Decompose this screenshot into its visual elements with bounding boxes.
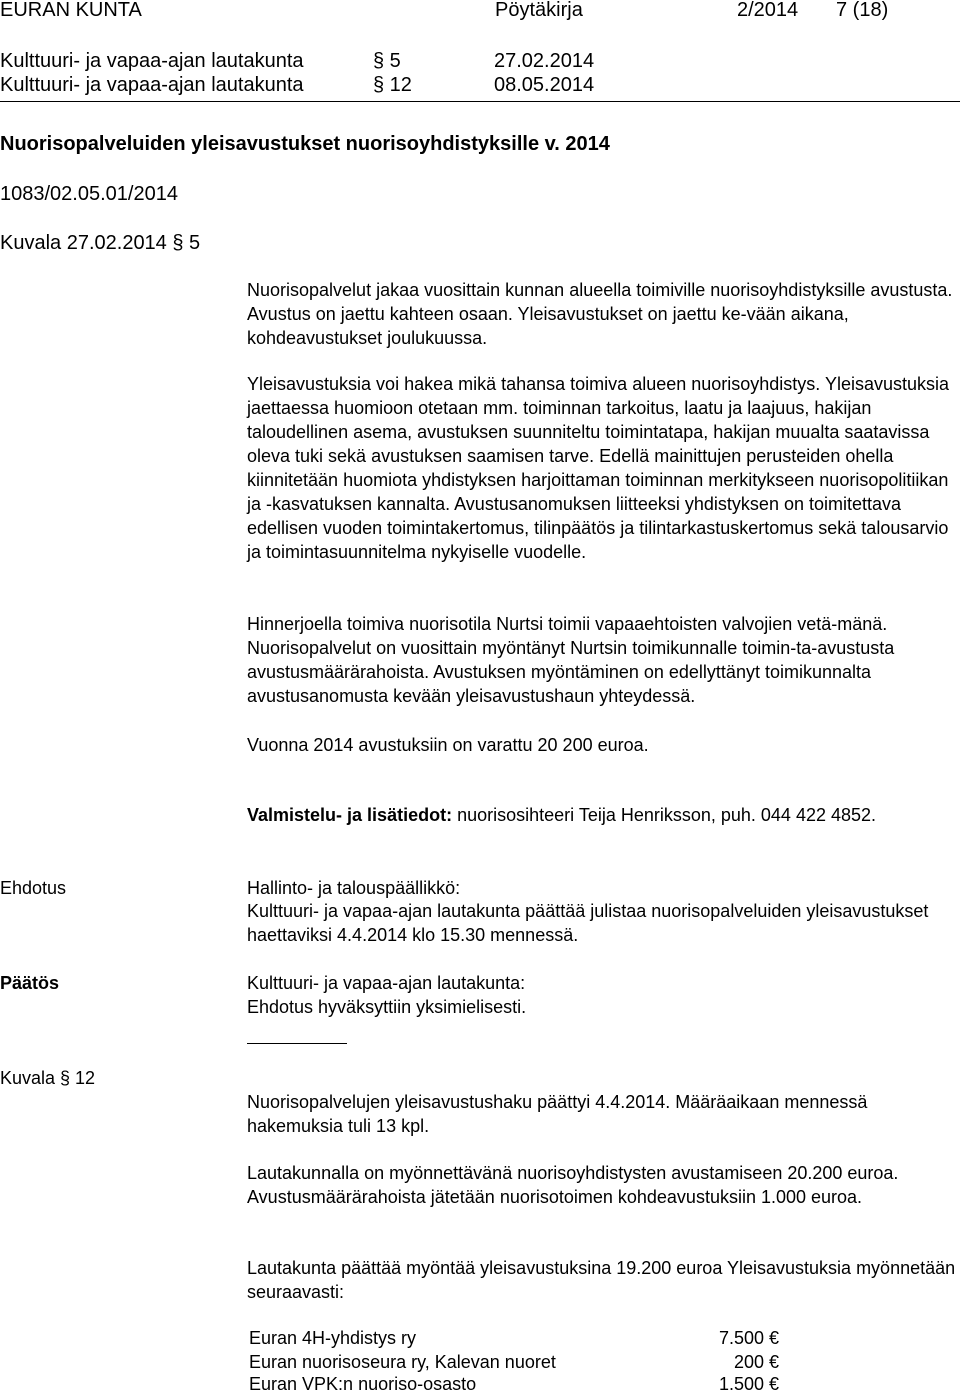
meeting-section: § 5 xyxy=(373,50,401,72)
header-divider xyxy=(0,101,960,102)
ehdotus-text: Kulttuuri- ja vapaa-ajan lautakunta päättää julistaa nuorisopalveluiden yleisavustukset haettaviksi 4.4.2014 klo 15.30 mennessä. xyxy=(247,901,929,945)
grant-amount: 1.500 € xyxy=(718,1374,779,1394)
page-number: 7 (18) xyxy=(836,0,889,21)
grant-row xyxy=(249,1326,779,1350)
paatos-label: Päätös xyxy=(0,973,60,993)
document-number: 2/2014 xyxy=(737,0,799,21)
meeting-section: § 12 xyxy=(373,74,412,96)
meeting-date: 27.02.2014 xyxy=(494,50,595,72)
paragraph: Lautakunta päättää myöntää yleisavustuksina 19.200 euroa Yleisavustuksia myönnetään seuraavasti: xyxy=(247,1258,956,1302)
paragraph: Hinnerjoella toimiva nuorisotila Nurtsi toimii vapaaehtoisten valvojien vetä-mänä. Nuorisopalvelut on vuosittain myöntänyt Nurtsin toimikunnalle toimin-ta-avustusta avustusmäärärahoista. Avustuksen myöntäminen on edellyttänyt toimikunnalta avustusanomusta kevään yleisavustushaun yhteydessä. xyxy=(247,614,895,706)
grant-amount: 200 € xyxy=(733,1352,779,1372)
document-type: Pöytäkirja xyxy=(495,0,583,21)
grant-row xyxy=(249,1372,779,1396)
grant-amount: 7.500 € xyxy=(718,1328,779,1348)
grant-row xyxy=(249,1350,779,1374)
paatos-text: Ehdotus hyväksyttiin yksimielisesti. xyxy=(247,997,527,1017)
meeting-body: Kulttuuri- ja vapaa-ajan lautakunta xyxy=(0,74,304,96)
paragraph: Lautakunnalla on myönnettävänä nuorisoyhdistysten avustamiseen 20.200 euroa. Avustusmäärärahoista jätetään nuorisotoimen kohdeavustuksiin 1.000 euroa. xyxy=(247,1163,899,1207)
kuvala-12-reference: Kuvala § 12 xyxy=(0,1068,96,1088)
paatos-author: Kulttuuri- ja vapaa-ajan lautakunta: xyxy=(247,973,526,993)
grant-name: Euran 4H-yhdistys ry xyxy=(249,1328,417,1348)
ehdotus-author: Hallinto- ja talouspäällikkö: xyxy=(247,878,461,898)
grant-name: Euran nuorisoseura ry, Kalevan nuoret xyxy=(249,1352,556,1372)
organization-name: EURAN KUNTA xyxy=(0,0,142,21)
preparer-label: Valmistelu- ja lisätiedot: xyxy=(247,805,453,825)
kuvala-5-reference: Kuvala 27.02.2014 § 5 xyxy=(0,232,201,254)
preparer-text: nuorisosihteeri Teija Henriksson, puh. 044 422 4852. xyxy=(457,805,877,825)
meeting-body: Kulttuuri- ja vapaa-ajan lautakunta xyxy=(0,50,304,72)
grant-name: Euran VPK:n nuoriso-osasto xyxy=(249,1374,477,1394)
case-id: 1083/02.05.01/2014 xyxy=(0,183,178,205)
document-title: Nuorisopalveluiden yleisavustukset nuorisoyhdistyksille v. 2014 xyxy=(0,133,610,155)
preparer-info xyxy=(247,803,959,827)
paragraph: Yleisavustuksia voi hakea mikä tahansa toimiva alueen nuorisoyhdistys. Yleisavustuksia jaettaessa huomioon otetaan mm. toiminnan tarkoitus, laatu ja laajuus, hakijan taloudellinen asema, avustuksen suunniteltu toimintatapa, hakijan muualta saatavissa oleva tuki sekä avustuksen saamisen tarve. Edellä mainittujen perusteiden ohella kiinnitetään huomiota yhdistyksen harjoittaman toiminnan merkitykseen nuorisopolitiikan ja -kasvatuksen kannalta. Avustusanomuksen liitteeksi yhdistyksen on toimitettava edellisen vuoden toimintakertomus, tilinpäätös ja tilintarkastuskertomus sekä talousarvio ja toimintasuunnitelma nykyiselle vuodelle. xyxy=(247,374,950,562)
meeting-date: 08.05.2014 xyxy=(494,74,595,96)
signature-line xyxy=(247,1043,347,1044)
ehdotus-label: Ehdotus xyxy=(0,878,67,898)
paragraph: Nuorisopalvelujen yleisavustushaku päättyi 4.4.2014. Määräaikaan mennessä hakemuksia tuli 13 kpl. xyxy=(247,1092,868,1136)
paragraph: Vuonna 2014 avustuksiin on varattu 20 200 euroa. xyxy=(247,735,649,755)
paragraph: Nuorisopalvelut jakaa vuosittain kunnan alueella toimiville nuorisoyhdistyksille avustusta. Avustus on jaettu kahteen osaan. Yleisavustukset on jaettu ke-vään aikana, kohdeavustukset joulukuussa. xyxy=(247,280,953,348)
